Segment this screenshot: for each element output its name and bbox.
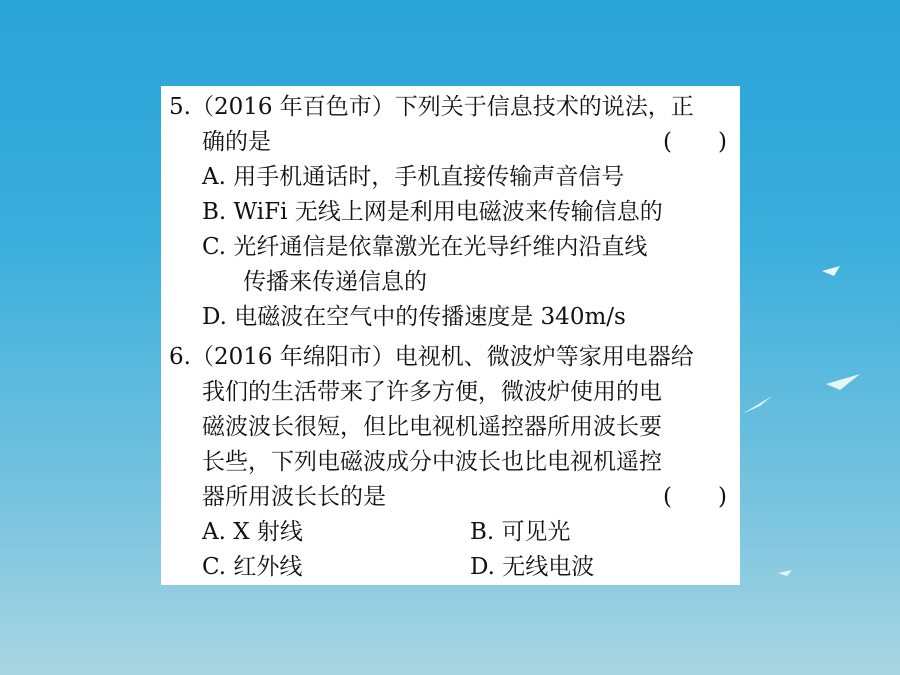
q5-option-c: C. 光纤通信是依靠激光在光导纤维内沿直线 [202, 234, 648, 260]
q5-option-b: B. WiFi 无线上网是利用电磁波来传输信息的 [202, 199, 663, 225]
question-card [161, 86, 740, 585]
q6-line-5: 器所用波长长的是 [202, 484, 386, 510]
q6-line-4: 长些，下列电磁波成分中波长也比电视机遥控 [202, 449, 662, 475]
q5-option-d: D. 电磁波在空气中的传播速度是 340m/s [202, 304, 626, 330]
q6-answer-bracket: ( ) [663, 484, 727, 510]
q5-option-c-cont: 传播来传递信息的 [243, 269, 427, 295]
q6-option-a: A. X 射线 [202, 519, 303, 545]
paper-plane-icon [742, 396, 772, 414]
q5-option-a: A. 用手机通话时，手机直接传输声音信号 [202, 164, 625, 190]
q5-answer-bracket: ( ) [663, 129, 727, 155]
q6-line-3: 磁波波长很短，但比电视机遥控器所用波长要 [202, 414, 662, 440]
q6-option-d: D. 无线电波 [470, 554, 595, 580]
q5-line-1: 5.（2016 年百色市）下列关于信息技术的说法，正 [169, 94, 694, 120]
paper-plane-icon [826, 374, 860, 390]
q6-option-c: C. 红外线 [202, 554, 303, 580]
q6-option-b: B. 可见光 [470, 519, 571, 545]
q6-line-2: 我们的生活带来了许多方便，微波炉使用的电 [202, 379, 662, 405]
paper-plane-icon [822, 266, 840, 276]
q5-line-2: 确的是 [202, 129, 271, 155]
paper-plane-icon [778, 570, 792, 576]
q6-line-1: 6.（2016 年绵阳市）电视机、微波炉等家用电器给 [169, 344, 694, 370]
